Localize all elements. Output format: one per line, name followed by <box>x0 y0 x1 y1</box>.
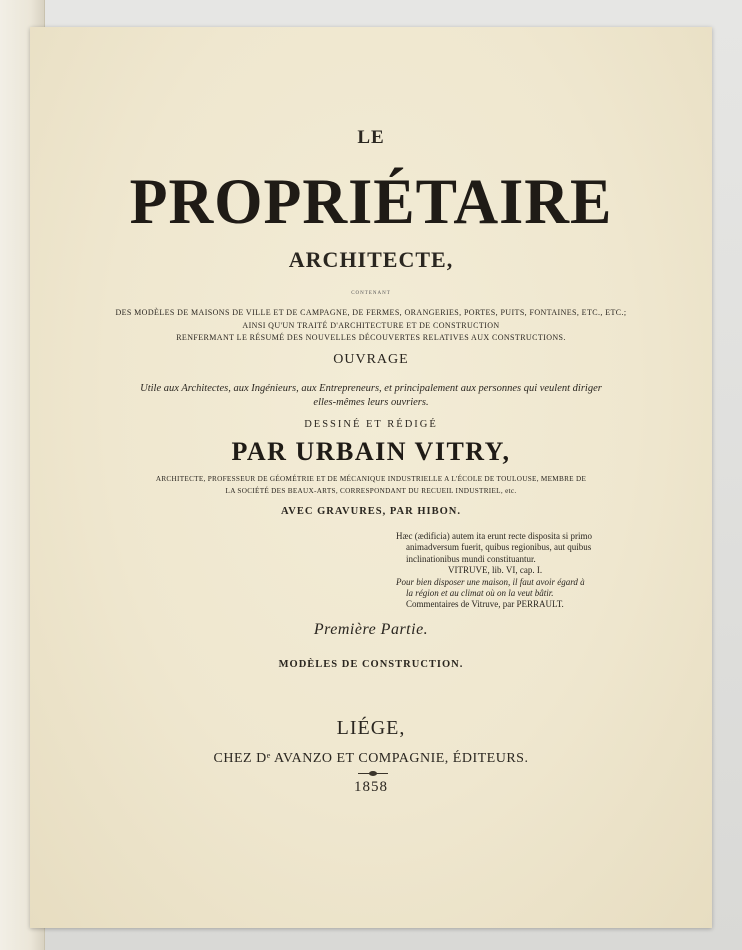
epigraph-french-line: la région et au climat où on la veut bâtir. <box>406 588 554 599</box>
description-line: RENFERMANT LE RÉSUMÉ DES NOUVELLES DÉCOUVERTES RELATIVES AUX CONSTRUCTIONS. <box>176 333 566 342</box>
ornament-rule <box>358 773 388 774</box>
imprint-year: 1858 <box>354 779 388 795</box>
book-subtitle: ARCHITECTE, <box>288 247 454 272</box>
audience-line: elles-mêmes leurs ouvriers. <box>313 397 429 408</box>
section-title: MODÈLES DE CONSTRUCTION. <box>278 659 464 670</box>
credentials-line: LA SOCIÉTÉ DES BEAUX-ARTS, CORRESPONDANT DU RECUEIL INDUSTRIEL, etc. <box>225 487 517 495</box>
epigraph-latin-line: Hæc (ædificia) autem ita erunt recte disposita si primo <box>396 531 592 541</box>
description <box>30 307 712 345</box>
epigraph <box>396 531 630 611</box>
epigraph-latin-line: animadversum fuerit, quibus regionibus, aut quibus <box>406 542 592 553</box>
epigraph-french-line: Pour bien disposer une maison, il faut avoir égard à <box>396 576 585 587</box>
epigraph-french-source: Commentaires de Vitruve, par PERRAULT. <box>406 599 564 610</box>
book-title: PROPRIÉTAIRE <box>129 166 613 238</box>
imprint-city: LIÉGE, <box>336 717 406 739</box>
title-page <box>30 27 712 928</box>
pretitle: LE <box>357 127 385 148</box>
credentials-line: ARCHITECTE, PROFESSEUR DE GÉOMÉTRIE ET DE MÉCANIQUE INDUSTRIELLE A L'ÉCOLE DE TOULOUSE, MEMBRE DE <box>155 475 587 483</box>
imprint-publisher: CHEZ Dᵉ AVANZO ET COMPAGNIE, ÉDITEURS. <box>213 751 529 766</box>
audience-text <box>30 382 712 410</box>
description-line: DES MODÈLES DE MAISONS DE VILLE ET DE CAMPAGNE, DE FERMES, ORANGERIES, PORTES, PUITS, FONTAINES, ETC., ETC.; <box>115 308 627 317</box>
audience-line: Utile aux Architectes, aux Ingénieurs, aux Entrepreneurs, et principalement aux personnes qui veulent diriger <box>140 383 602 394</box>
part-label: Première Partie. <box>313 621 429 638</box>
author-name: PAR URBAIN VITRY, <box>231 437 511 466</box>
ouvrage-label: OUVRAGE <box>333 352 409 367</box>
epigraph-latin-line: inclinationibus mundi constituantur. <box>406 553 536 564</box>
dessine-label: DESSINÉ ET RÉDIGÉ <box>304 419 438 430</box>
engravings-credit: AVEC GRAVURES, PAR HIBON. <box>281 506 461 517</box>
description-line: AINSI QU'UN TRAITÉ D'ARCHITECTURE ET DE CONSTRUCTION <box>242 320 500 330</box>
author-credentials <box>30 473 712 497</box>
epigraph-latin-source: VITRUVE, lib. VI, cap. I. <box>448 565 543 576</box>
contenant-label: CONTENANT <box>351 291 391 296</box>
